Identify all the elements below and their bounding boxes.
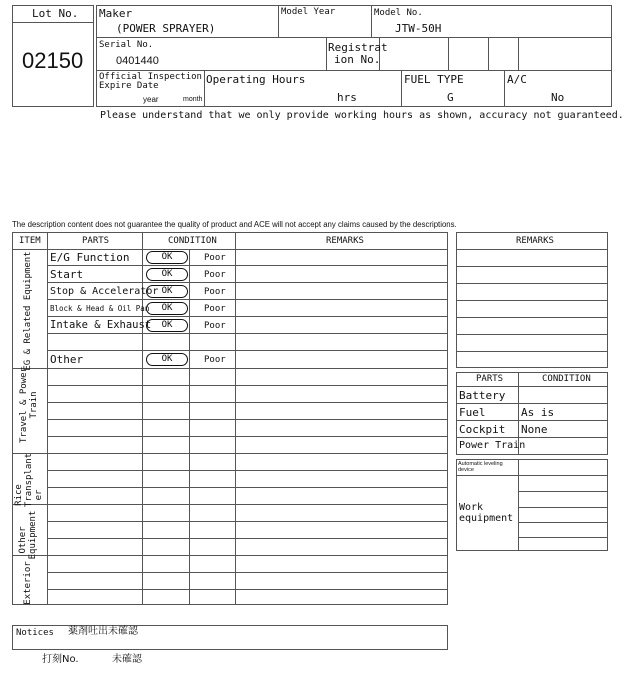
year-label: year <box>143 95 159 104</box>
parts-header: PARTS <box>82 236 110 246</box>
hours-disclaimer: Please understand that we only provide working hours as shown, accuracy not guaranteed. <box>100 110 624 121</box>
parts-fuel: Fuel <box>459 406 486 419</box>
ac-value: No <box>551 91 565 104</box>
notices-value: 薬剤吐出未確認 <box>68 626 138 637</box>
group-rice-label-3: er <box>34 489 44 501</box>
remarks-header: REMARKS <box>326 236 364 246</box>
ok-mark: OK <box>146 319 188 332</box>
poor-label: Poor <box>204 355 226 365</box>
parts-cockpit-condition: None <box>521 423 548 436</box>
inspection-label-2: Expire Date <box>99 81 159 91</box>
lot-label: Lot No. <box>32 7 79 20</box>
group-exterior-label: Exterior <box>23 561 33 605</box>
part-block-head-oil-pan: Block & Head & Oil Pan <box>50 304 150 313</box>
model-no-label: Model No. <box>374 8 423 18</box>
group-travel-label-1: Travel & Power <box>19 367 29 443</box>
maker-value: (POWER SPRAYER) <box>116 22 216 35</box>
ok-mark: OK <box>146 285 188 298</box>
hours-unit: hrs <box>337 91 357 104</box>
month-label: month <box>183 96 203 103</box>
poor-label: Poor <box>204 287 226 297</box>
condition-header: CONDITION <box>168 236 217 246</box>
ok-mark: OK <box>146 353 188 366</box>
parts-table-condition-header: CONDITION <box>542 374 591 384</box>
registration-label-2: ion No. <box>334 53 381 66</box>
auto-leveling-label-1: Automatic leveling <box>458 461 503 467</box>
parts-fuel-condition: As is <box>521 406 555 419</box>
model-year-label: Model Year <box>281 7 336 17</box>
fuel-value: G <box>447 91 454 104</box>
serial-value: 0401440 <box>116 55 159 67</box>
ok-mark: OK <box>146 268 188 281</box>
stamp-label: 打刻No. <box>42 654 79 665</box>
work-equipment-label-1: Work <box>459 502 484 513</box>
parts-table-parts-header: PARTS <box>476 374 504 384</box>
description-disclaimer: The description content does not guarantee the quality of product and ACE will not accept any claims caused by the descriptions. <box>12 220 457 229</box>
part-other: Other <box>50 353 84 366</box>
work-equipment-label-2: equipment <box>459 513 514 524</box>
model-no-value: JTW-50H <box>395 22 442 35</box>
maker-label: Maker <box>99 7 133 20</box>
poor-label: Poor <box>204 321 226 331</box>
stamp-value: 未確認 <box>112 654 142 665</box>
group-other-label-2: Equipment <box>28 510 38 560</box>
fuel-label: FUEL TYPE <box>404 73 464 86</box>
group-eg-label: EG & Related Equipment <box>23 251 33 371</box>
poor-label: Poor <box>204 253 226 263</box>
ok-mark: OK <box>146 251 188 264</box>
auto-leveling-label-2: device <box>458 467 474 473</box>
item-header: ITEM <box>19 236 41 246</box>
lot-number: 02150 <box>22 48 84 73</box>
group-rice-label-2: Transplant <box>24 452 34 508</box>
inspection-label-1: Official Inspection <box>99 72 202 82</box>
poor-label: Poor <box>204 270 226 280</box>
registration-label-1: Registrat <box>328 41 388 54</box>
part-start: Start <box>50 268 84 281</box>
part-eg-function: E/G Function <box>50 251 130 264</box>
right-remarks-header: REMARKS <box>516 236 554 246</box>
group-other-label-1: Other <box>18 526 28 554</box>
ac-label: A/C <box>507 73 527 86</box>
part-intake-exhaust: Intake & Exhaust <box>50 319 152 331</box>
notices-label: Notices <box>16 628 54 638</box>
hours-label: Operating Hours <box>206 73 306 86</box>
serial-label: Serial No. <box>99 40 154 50</box>
ok-mark: OK <box>146 302 188 315</box>
parts-cockpit: Cockpit <box>459 423 506 436</box>
group-travel-label-2: Train <box>29 391 39 419</box>
group-rice-label-1: Rice <box>14 484 24 506</box>
poor-label: Poor <box>204 304 226 314</box>
parts-power-train: Power Train <box>459 440 526 451</box>
parts-battery: Battery <box>459 389 506 402</box>
part-stop-accelerator: Stop & Accelerator <box>50 286 159 297</box>
